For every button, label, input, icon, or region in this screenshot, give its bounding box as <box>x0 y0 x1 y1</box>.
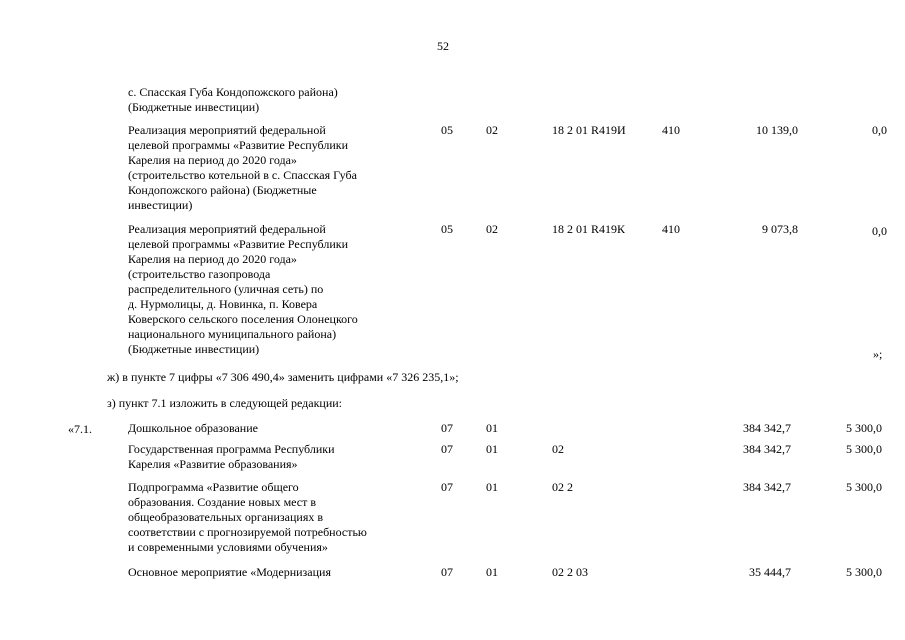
row-name: Реализация мероприятий федеральной целевой программы «Развитие Республики Карелия на период до 2020 года» (строительство газопровода распределительного (уличная сеть) по д. Нурмолицы, д. Новинка, п. Ковера Коверского сельского поселения Олонецкого национального муниципального района) (Бюджетные инвестиции) <box>128 222 358 356</box>
paragraph-z: з) пункт 7.1 изложить в следующей редакции: <box>107 396 343 410</box>
amount-1: 384 342,7 <box>743 480 791 494</box>
expense-type-code: 410 <box>662 123 680 137</box>
target-article-code: 02 2 <box>552 480 573 494</box>
section-code: 07 <box>441 480 453 494</box>
row-name: Дошкольное образование <box>128 421 258 435</box>
subsection-code: 01 <box>486 442 498 456</box>
amount-1: 35 444,7 <box>749 565 791 579</box>
continuation-text: с. Спасская Губа Кондопожского района) (Бюджетные инвестиции) <box>128 85 338 114</box>
amount-1: 384 342,7 <box>743 421 791 435</box>
section-code: 05 <box>441 123 453 137</box>
expense-type-code: 410 <box>662 222 680 236</box>
section-code: 07 <box>441 442 453 456</box>
row-name: Подпрограмма «Развитие общего образования. Создание новых мест в общеобразовательных организациях в соответствии с прогнозируемой потребностью и современными условиями обучения» <box>128 480 367 554</box>
row-name: Государственная программа Республики Карелия «Развитие образования» <box>128 442 335 471</box>
subsection-code: 01 <box>486 421 498 435</box>
amount-2: 0,0 <box>872 224 887 238</box>
section-code: 05 <box>441 222 453 236</box>
subsection-code: 02 <box>486 222 498 236</box>
amount-2: 0,0 <box>872 123 887 137</box>
section-code: 07 <box>441 565 453 579</box>
row-name: Реализация мероприятий федеральной целевой программы «Развитие Республики Карелия на период до 2020 года» (строительство котельной в с. Спасская Губа Кондопожского района) (Бюджетные инвестиции) <box>128 123 357 212</box>
amount-2: 5 300,0 <box>846 442 882 456</box>
subsection-code: 01 <box>486 565 498 579</box>
amount-2: 5 300,0 <box>846 565 882 579</box>
target-article-code: 02 <box>552 442 564 456</box>
subsection-code: 01 <box>486 480 498 494</box>
target-article-code: 18 2 01 R419К <box>552 222 626 236</box>
section-code: 07 <box>441 421 453 435</box>
amount-1: 9 073,8 <box>762 222 798 236</box>
amount-2: 5 300,0 <box>846 421 882 435</box>
page-number: 52 <box>437 39 449 53</box>
target-article-code: 02 2 03 <box>552 565 588 579</box>
closing-mark: »; <box>873 347 883 361</box>
row-name: Основное мероприятие «Модернизация <box>128 565 331 579</box>
subsection-code: 02 <box>486 123 498 137</box>
amount-1: 384 342,7 <box>743 442 791 456</box>
amount-1: 10 139,0 <box>756 123 798 137</box>
target-article-code: 18 2 01 R419И <box>552 123 626 137</box>
amount-2: 5 300,0 <box>846 480 882 494</box>
paragraph-zh: ж) в пункте 7 цифры «7 306 490,4» заменить цифрами «7 326 235,1»; <box>107 370 459 384</box>
item-number: «7.1. <box>68 422 92 436</box>
